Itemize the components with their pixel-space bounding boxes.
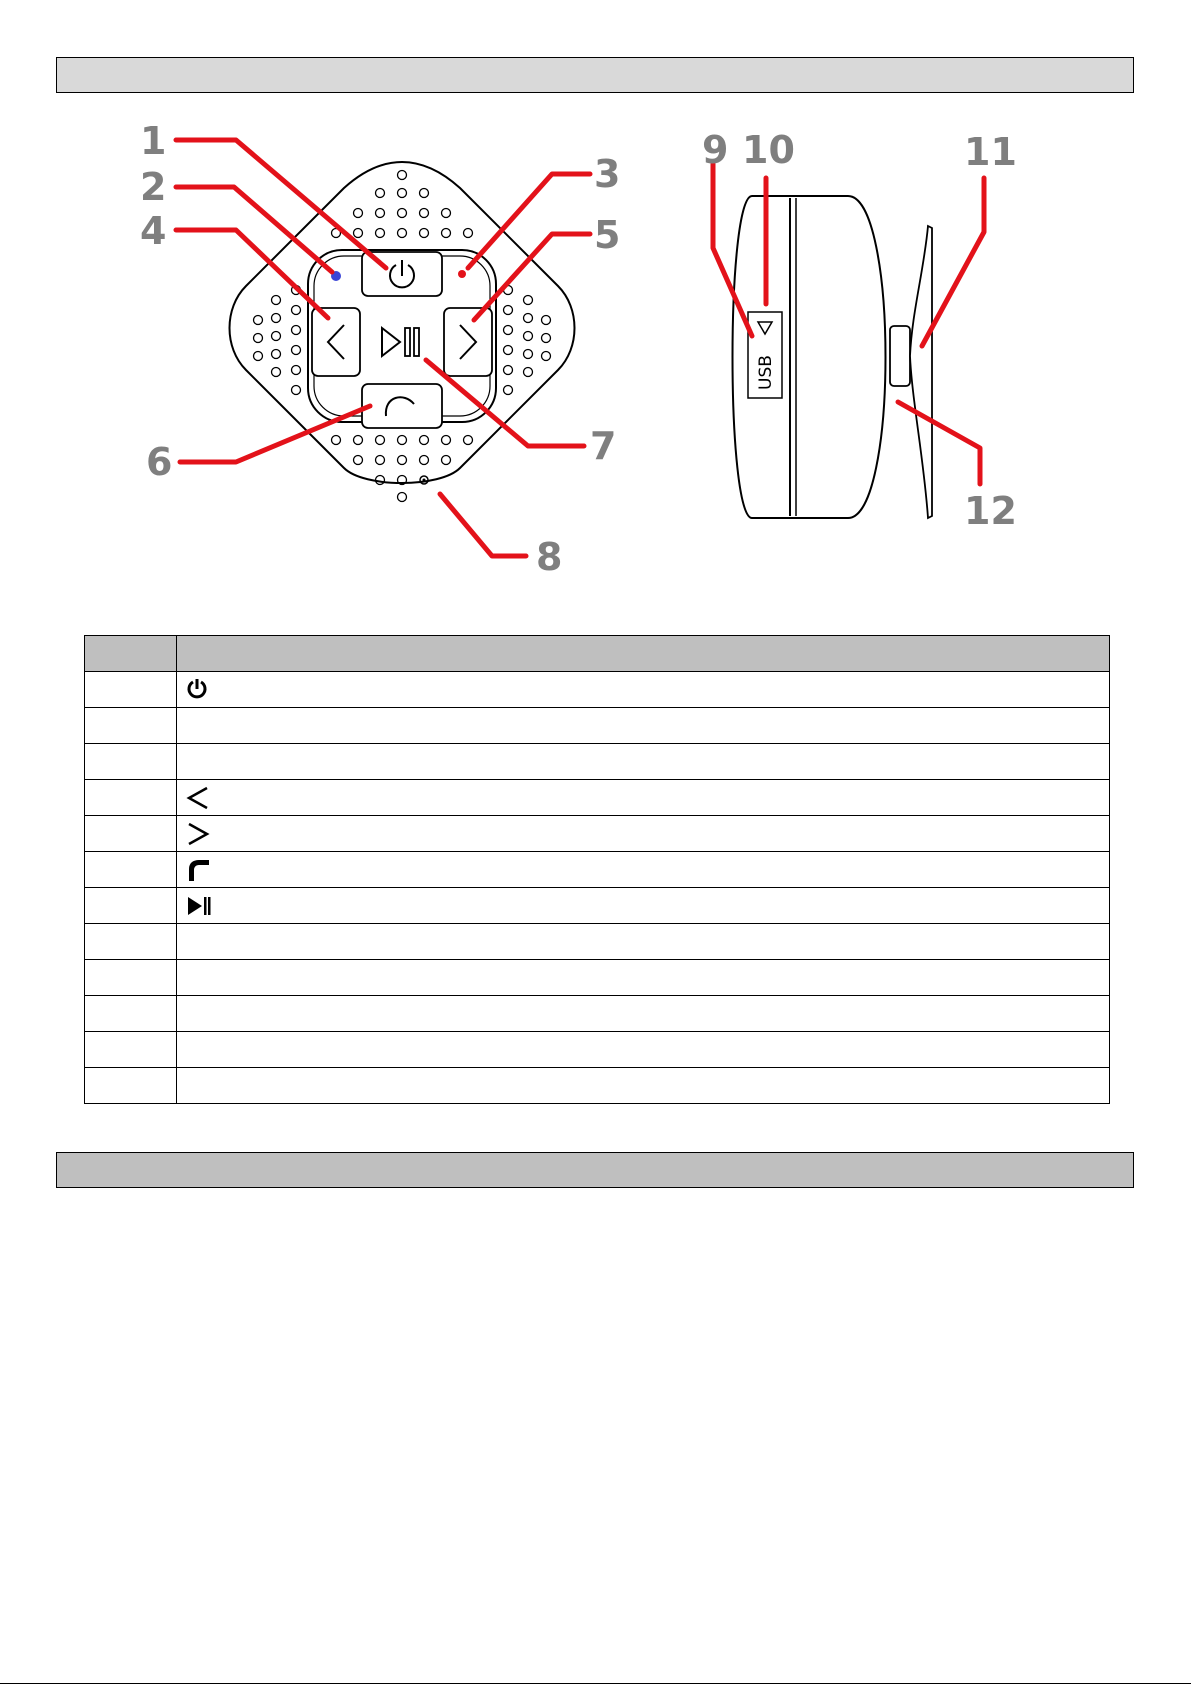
header-description bbox=[177, 636, 1110, 672]
speaker-diagram bbox=[0, 100, 1191, 580]
row-description-cell bbox=[177, 888, 1110, 924]
row-number-cell bbox=[85, 780, 177, 816]
row-description-cell bbox=[177, 852, 1110, 888]
callout-10: 10 bbox=[742, 128, 795, 172]
table-row bbox=[85, 924, 1110, 960]
row-description-cell bbox=[177, 816, 1110, 852]
table-row bbox=[85, 1032, 1110, 1068]
speaker-front-view bbox=[230, 162, 575, 502]
table-row bbox=[85, 996, 1110, 1032]
table-row bbox=[85, 852, 1110, 888]
row-description-cell bbox=[177, 960, 1110, 996]
row-number-cell bbox=[85, 672, 177, 708]
callout-5: 5 bbox=[594, 213, 621, 257]
play-pause-icon bbox=[185, 893, 213, 919]
row-number-cell bbox=[85, 744, 177, 780]
row-description-cell bbox=[177, 744, 1110, 780]
header-number bbox=[85, 636, 177, 672]
previous-button[interactable] bbox=[312, 308, 360, 376]
row-number-cell bbox=[85, 852, 177, 888]
next-icon bbox=[185, 821, 213, 847]
bottom-section-header bbox=[56, 1152, 1134, 1188]
microphone-dot bbox=[423, 479, 426, 482]
callout-4: 4 bbox=[140, 209, 167, 253]
row-description-cell bbox=[177, 708, 1110, 744]
row-number-cell bbox=[85, 1068, 177, 1104]
row-description-cell bbox=[177, 924, 1110, 960]
parts-table-header bbox=[85, 636, 1110, 672]
row-number-cell bbox=[85, 816, 177, 852]
callout-6: 6 bbox=[146, 440, 173, 484]
speaker-side-view bbox=[733, 196, 933, 518]
row-description-cell bbox=[177, 672, 1110, 708]
row-number-cell bbox=[85, 960, 177, 996]
footer-rule bbox=[0, 1683, 1191, 1684]
callout-3: 3 bbox=[594, 152, 621, 196]
usb-label: USB bbox=[756, 355, 776, 390]
table-row bbox=[85, 744, 1110, 780]
row-number-cell bbox=[85, 708, 177, 744]
row-number-cell bbox=[85, 888, 177, 924]
table-row bbox=[85, 960, 1110, 996]
callout-12: 12 bbox=[964, 489, 1017, 533]
suction-cup bbox=[910, 226, 932, 518]
callout-9: 9 bbox=[702, 128, 729, 172]
callout-line-12 bbox=[898, 402, 980, 484]
parts-table bbox=[84, 635, 1110, 1104]
row-description-cell bbox=[177, 996, 1110, 1032]
table-row bbox=[85, 672, 1110, 708]
grille-hole bbox=[398, 493, 407, 502]
power-icon bbox=[185, 677, 213, 703]
phone-icon bbox=[185, 857, 213, 883]
callout-line-8 bbox=[440, 494, 526, 556]
next-button[interactable] bbox=[444, 308, 492, 376]
phone-button[interactable] bbox=[362, 384, 442, 428]
callout-2: 2 bbox=[140, 165, 167, 209]
callout-11: 11 bbox=[964, 130, 1017, 174]
callout-8: 8 bbox=[536, 535, 563, 579]
row-number-cell bbox=[85, 924, 177, 960]
callout-1: 1 bbox=[140, 119, 167, 163]
callout-7: 7 bbox=[590, 424, 617, 468]
previous-icon bbox=[185, 785, 213, 811]
table-row bbox=[85, 708, 1110, 744]
row-number-cell bbox=[85, 1032, 177, 1068]
table-row bbox=[85, 816, 1110, 852]
row-number-cell bbox=[85, 996, 177, 1032]
row-description-cell bbox=[177, 780, 1110, 816]
table-row bbox=[85, 780, 1110, 816]
table-row bbox=[85, 1068, 1110, 1104]
row-description-cell bbox=[177, 1032, 1110, 1068]
table-row bbox=[85, 888, 1110, 924]
suction-stem bbox=[890, 326, 910, 386]
red-led bbox=[458, 270, 466, 278]
row-description-cell bbox=[177, 1068, 1110, 1104]
top-section-header bbox=[56, 57, 1134, 93]
